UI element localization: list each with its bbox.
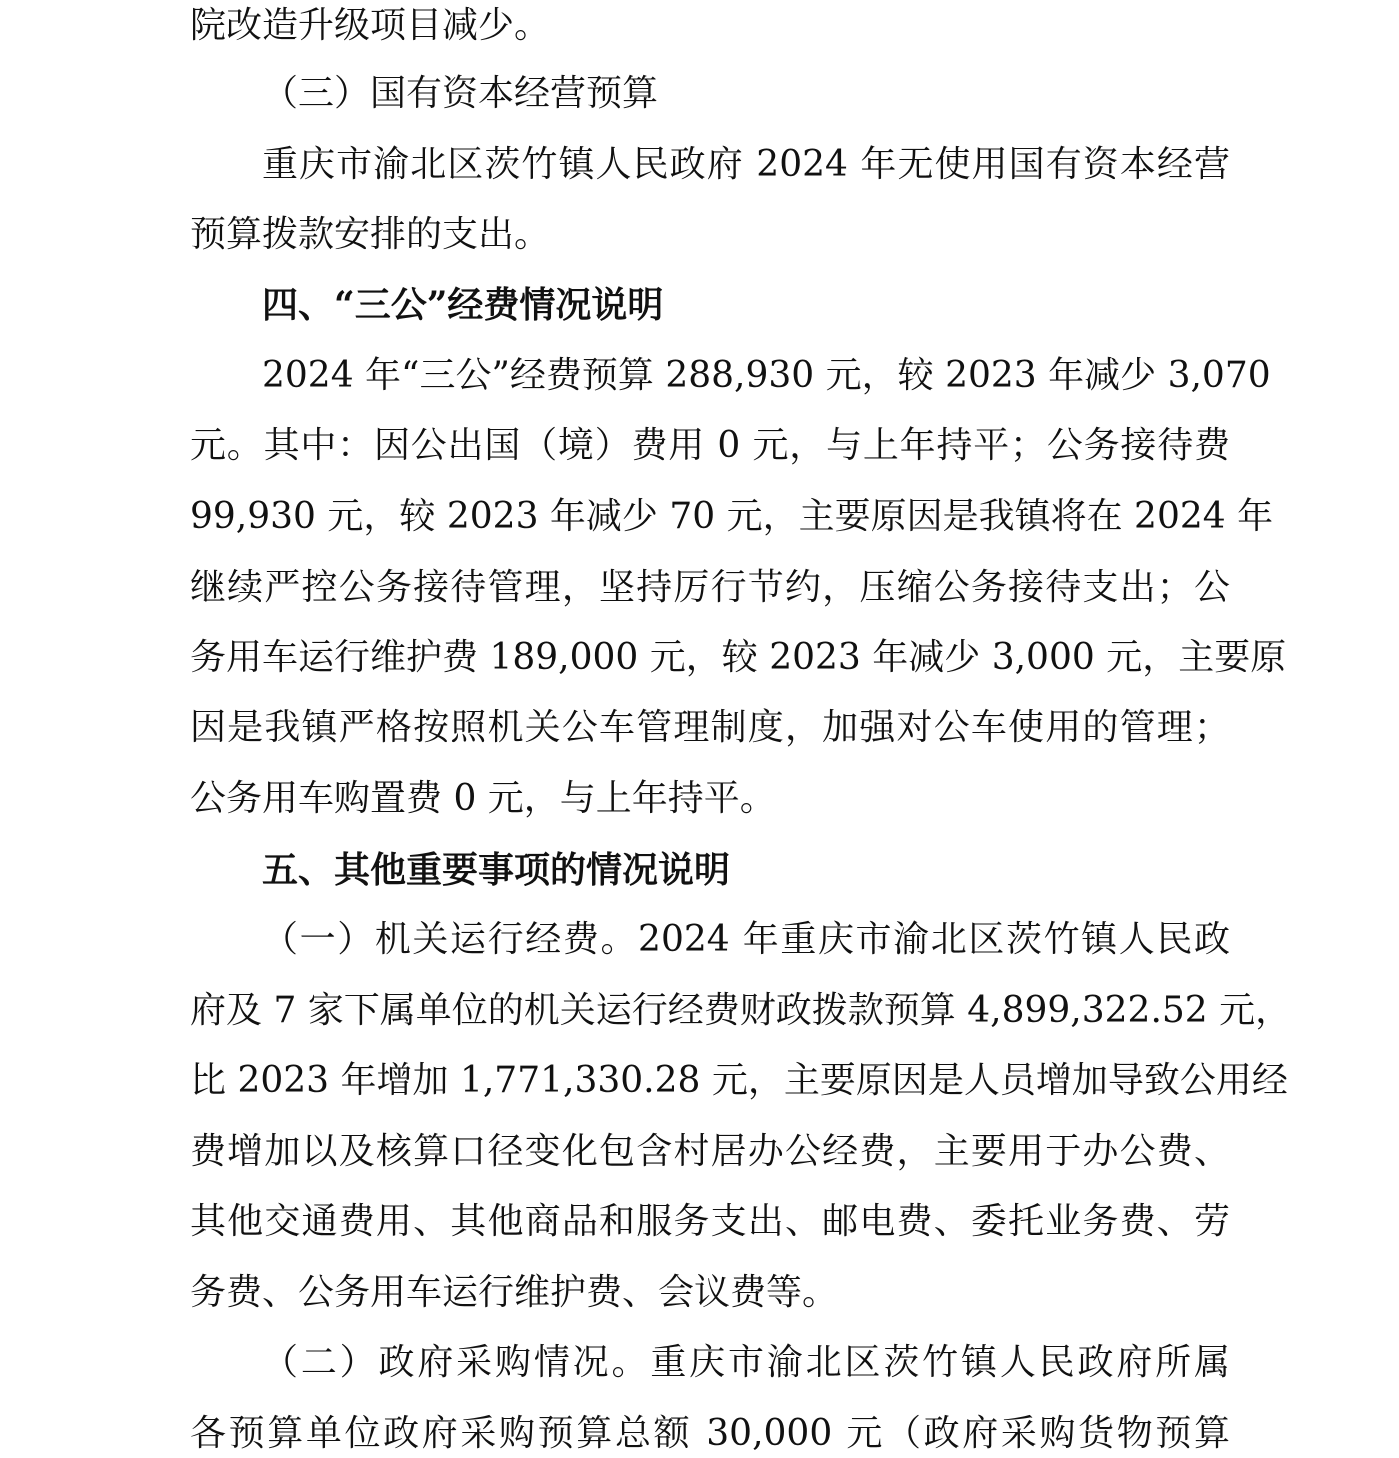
- paragraph-line: （一）机关运行经费。2024 年重庆市渝北区茨竹镇人民政: [262, 919, 1230, 960]
- paragraph-line: 比 2023 年增加 1,771,330.28 元，主要原因是人员增加导致公用经: [190, 1060, 1288, 1101]
- paragraph-line: 重庆市渝北区茨竹镇人民政府 2024 年无使用国有资本经营: [262, 144, 1230, 185]
- paragraph-line: 务费、公务用车运行维护费、会议费等。: [190, 1272, 839, 1313]
- paragraph-line: 公务用车购置费 0 元，与上年持平。: [190, 778, 776, 819]
- paragraph-line: 预算拨款安排的支出。: [190, 214, 551, 255]
- paragraph-line: 务用车运行维护费 189,000 元，较 2023 年减少 3,000 元，主要原: [190, 637, 1287, 678]
- paragraph-line: 府及 7 家下属单位的机关运行经费财政拨款预算 4,899,322.52 元，: [190, 990, 1292, 1031]
- paragraph-line: （二）政府采购情况。重庆市渝北区茨竹镇人民政府所属: [262, 1342, 1230, 1383]
- subsection-heading: （三）国有资本经营预算: [262, 73, 659, 114]
- section-heading: 五、其他重要事项的情况说明: [262, 849, 731, 891]
- paragraph-line: 2024 年“三公”经费预算 288,930 元，较 2023 年减少 3,070: [262, 355, 1271, 396]
- paragraph-line: 其他交通费用、其他商品和服务支出、邮电费、委托业务费、劳: [190, 1201, 1230, 1242]
- paragraph-line: 院改造升级项目减少。: [190, 5, 551, 46]
- paragraph-line: 99,930 元，较 2023 年减少 70 元，主要原因是我镇将在 2024 年: [190, 496, 1274, 537]
- paragraph-line: 各预算单位政府采购预算总额 30,000 元（政府采购货物预算: [190, 1413, 1230, 1454]
- paragraph-line: 继续严控公务接待管理，坚持厉行节约，压缩公务接待支出；公: [190, 567, 1230, 608]
- paragraph-line: 因是我镇严格按照机关公车管理制度，加强对公车使用的管理；: [190, 707, 1230, 748]
- paragraph-line: 费增加以及核算口径变化包含村居办公经费，主要用于办公费、: [190, 1131, 1230, 1172]
- section-heading: 四、“三公”经费情况说明: [262, 284, 664, 326]
- paragraph-line: 元。其中：因公出国（境）费用 0 元，与上年持平；公务接待费: [190, 425, 1230, 466]
